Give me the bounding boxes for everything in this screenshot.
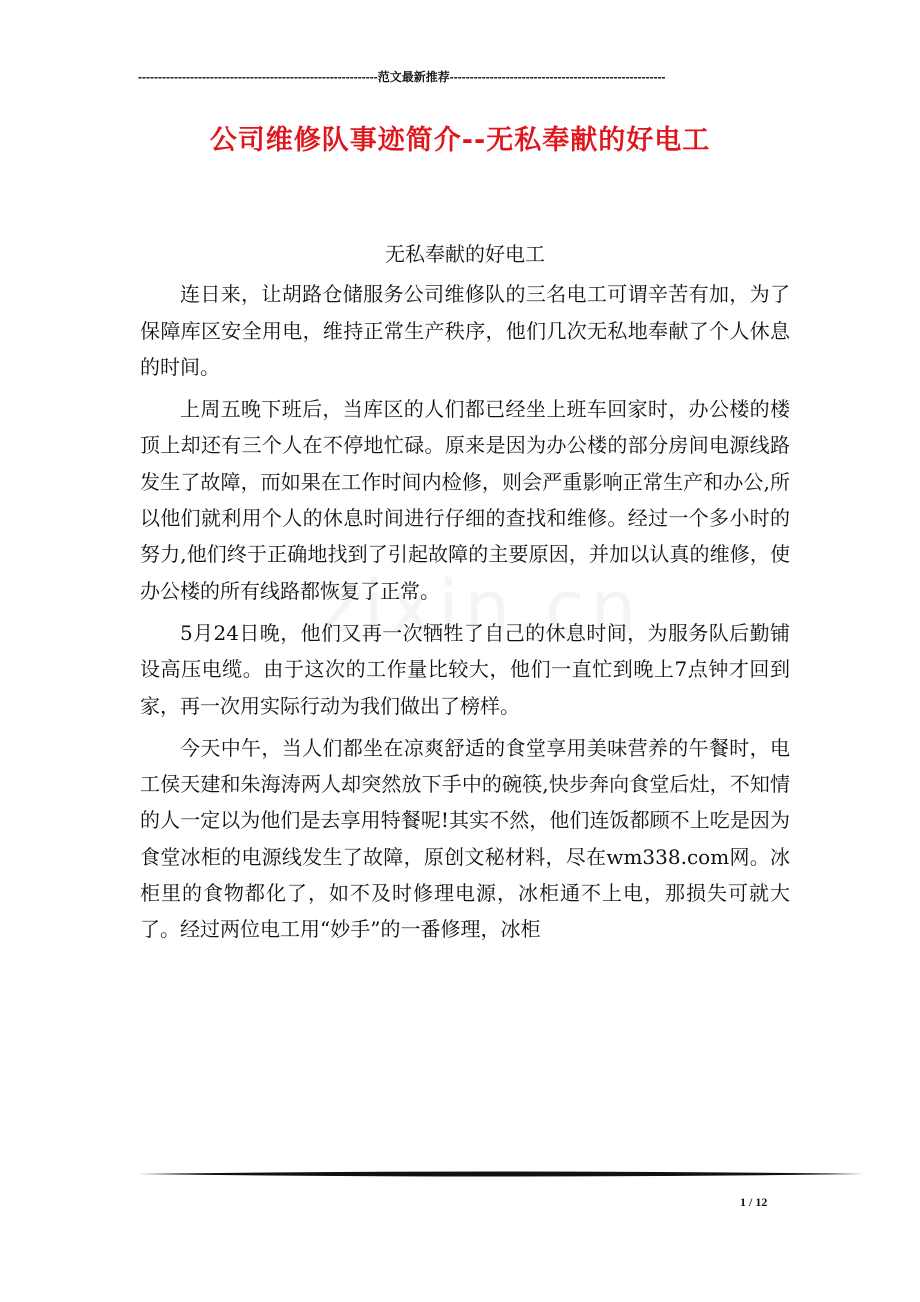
paragraph: 上周五晚下班后，当库区的人们都已经坐上班车回家时，办公楼的楼顶上却还有三个人在不停地忙碌。原来是因为办公楼的部分房间电源线路发生了故障，而如果在工作时间内检修，则会严重影响正常生产和办公,所以他们就利用个人的休息时间进行仔细的查找和维修。经过一个多小时的努力,他们终于正确地找到了引起故障的主要原因，并加以认真的维修，使办公楼的所有线路都恢复了正常。 bbox=[140, 397, 790, 603]
page-header: ------------------------------------------------------------范文最新推荐------------------------------------------------------ bbox=[138, 70, 666, 84]
footer-rule bbox=[138, 1168, 864, 1180]
paragraph: 连日来，让胡路仓储服务公司维修队的三名电工可谓辛苦有加，为了保障库区安全用电，维持正常生产秩序，他们几次无私地奉献了个人休息的时间。 bbox=[140, 282, 790, 379]
article-subtitle: 无私奉献的好电工 bbox=[385, 242, 545, 266]
document-body bbox=[140, 236, 790, 954]
page-number: 1 / 12 bbox=[740, 1195, 768, 1209]
paragraph: 今天中午，当人们都坐在凉爽舒适的食堂享用美味营养的午餐时，电工侯天建和朱海涛两人却突然放下手中的碗筷,快步奔向食堂后灶，不知情的人一定以为他们是去享用特餐呢!其实不然，他们连饭都顾不上吃是因为食堂冰柜的电源线发生了故障，原创文秘材料，尽在wm338.com网。冰柜里的食物都化了，如不及时修理电源，冰柜通不上电，那损失可就大了。经过两位电工用“妙手”的一番修理，冰柜 bbox=[140, 735, 790, 942]
paragraph: 5月24日晚，他们又再一次牺牲了自己的休息时间，为服务队后勤铺设高压电缆。由于这次的工作量比较大，他们一直忙到晚上7点钟才回到家，再一次用实际行动为我们做出了榜样。 bbox=[140, 620, 790, 718]
document-title: 公司维修队事迹简介--无私奉献的好电工 bbox=[209, 125, 711, 156]
